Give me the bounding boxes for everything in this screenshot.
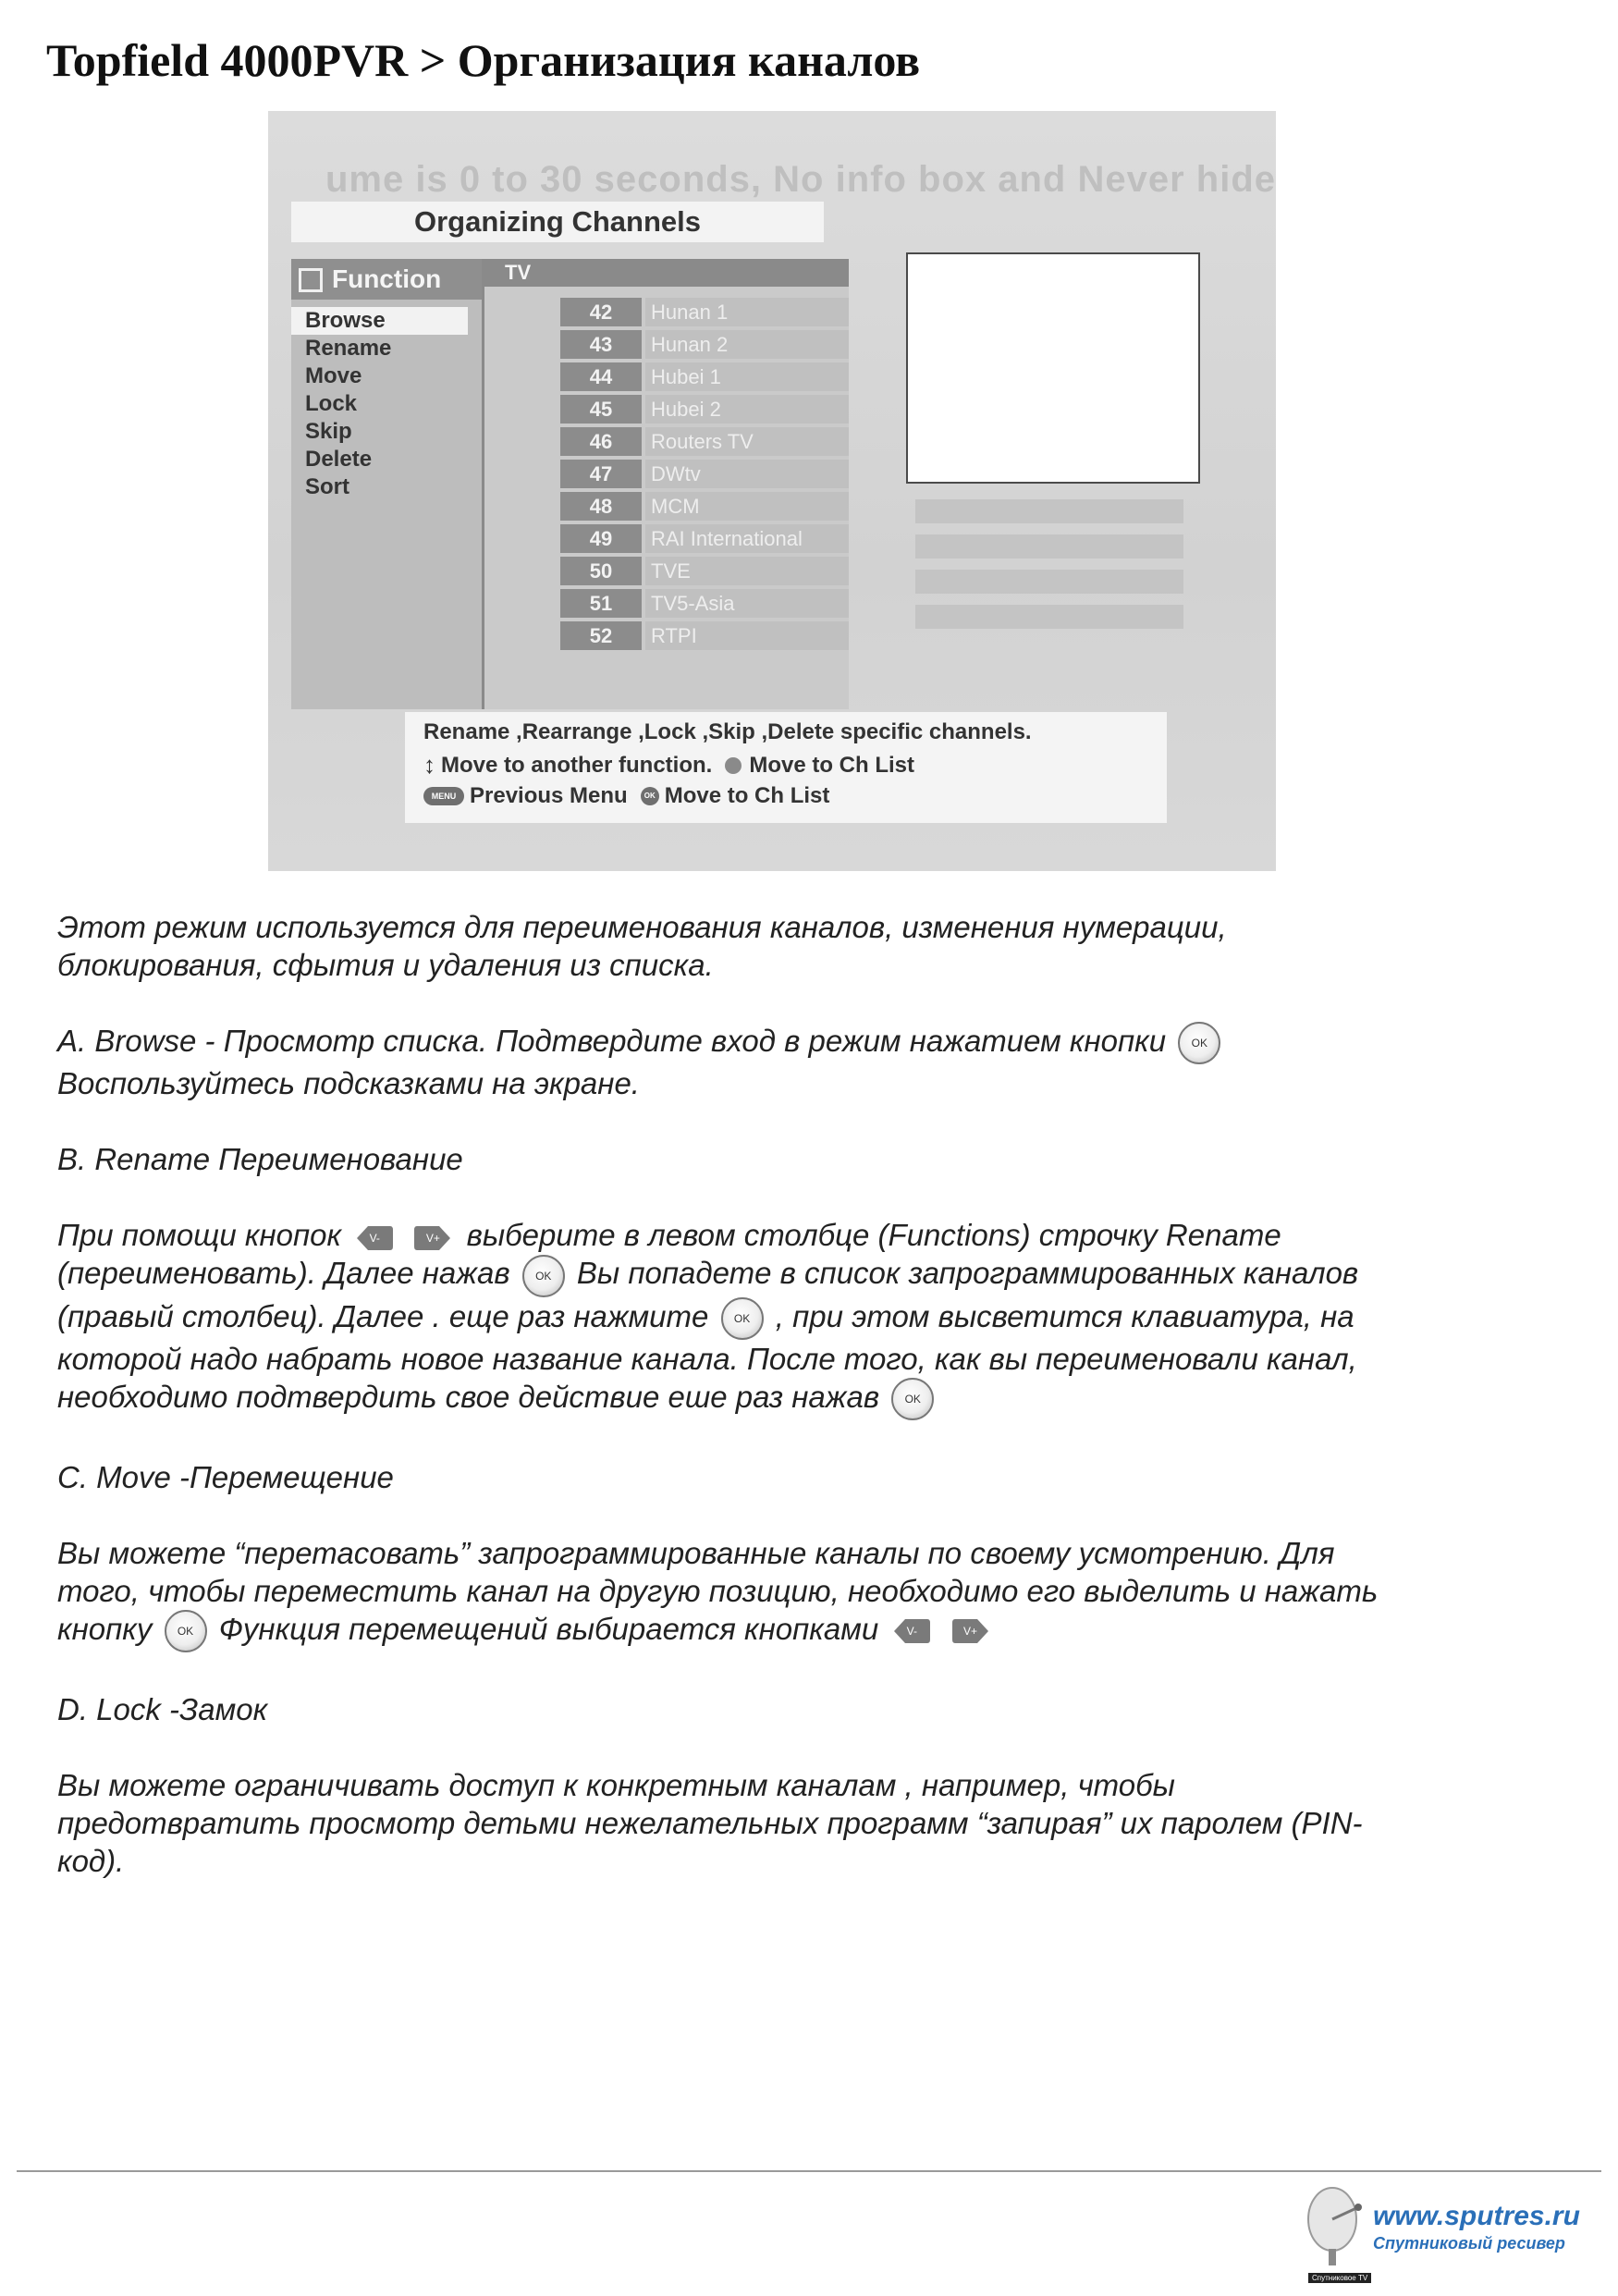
info-bar (915, 534, 1183, 559)
channel-row[interactable] (484, 425, 849, 458)
channel-row[interactable] (484, 522, 849, 555)
volume-down-button-icon (892, 1616, 931, 1646)
channel-name: TVE (645, 557, 849, 585)
section-b-line (57, 1254, 1574, 1296)
help-box (405, 712, 1167, 823)
menu-screenshot (268, 111, 1276, 871)
channel-name: Hubei 1 (645, 362, 849, 391)
channel-number: 47 (560, 460, 642, 488)
help-line-1: Rename ,Rearrange ,Lock ,Skip ,Delete specific channels. (423, 719, 1032, 744)
channel-number: 45 (560, 395, 642, 424)
info-bar (915, 499, 1183, 523)
channel-row[interactable] (484, 296, 849, 328)
channel-row[interactable] (484, 328, 849, 361)
intro-line: Этот режим используется для переименования каналов, изменения нумерации, (57, 910, 1227, 944)
footer-divider (17, 2170, 1601, 2172)
channel-number: 43 (560, 330, 642, 359)
help-move-chlist: Move to Ch List (749, 752, 914, 778)
section-b-text: выберите в левом столбце (Functions) строчку Rename (466, 1218, 1281, 1253)
channel-row[interactable] (484, 393, 849, 425)
section-d-line: предотвратить просмотр детьми нежелательных программ “запирая” их паролем (PIN- (57, 1806, 1363, 1841)
channel-row[interactable] (484, 458, 849, 490)
section-b-line (57, 1378, 1574, 1420)
channel-number: 48 (560, 492, 642, 521)
function-item-delete[interactable]: Delete (305, 447, 373, 472)
volume-up-label: V+ (963, 1625, 978, 1639)
help-line-3 (423, 782, 829, 809)
site-subtitle: Спутниковый ресивер (1373, 2234, 1565, 2253)
channel-name: Hunan 1 (645, 298, 849, 326)
section-a-line: Воспользуйтесь подсказками на экране. (57, 1066, 640, 1101)
help-previous-menu: Previous Menu (470, 782, 628, 808)
section-b-text: необходимо подтвердить свое действие еше раз нажав (57, 1379, 880, 1414)
up-down-arrow-icon: ↕ (423, 751, 435, 779)
channel-number: 49 (560, 524, 642, 553)
background-info-bars (915, 499, 1183, 740)
document-body (57, 908, 1574, 1880)
ok-button-icon: OK (165, 1610, 207, 1652)
channel-number: 46 (560, 427, 642, 456)
channel-name: Hubei 2 (645, 395, 849, 424)
section-c-text: Функция перемещений выбирается кнопками (218, 1612, 879, 1647)
section-b-heading: B. Rename Переименование (57, 1142, 463, 1177)
section-b-text: При помощи кнопок (57, 1218, 342, 1253)
volume-down-label: V- (906, 1625, 918, 1639)
ok-button-icon: OK (641, 787, 659, 805)
channel-header-label: TV (505, 261, 532, 284)
function-item-move[interactable]: Move (305, 363, 362, 388)
help-move-function: Move to another function. (441, 752, 713, 778)
site-logo[interactable] (1299, 2182, 1604, 2289)
function-item-skip[interactable]: Skip (305, 419, 352, 444)
section-d-line: код). (57, 1844, 125, 1879)
section-b-text: (правый столбец). Далее . еще раз нажмите (57, 1298, 709, 1333)
video-preview (906, 252, 1200, 484)
help-line-2 (423, 751, 914, 780)
section-b-text: (переименовать). Далее нажав (57, 1256, 510, 1291)
volume-down-label: V- (369, 1231, 380, 1245)
checkbox-icon (299, 268, 323, 292)
section-a-text: A. Browse - Просмотр списка. Подтвердите вход в режим нажатием кнопки (57, 1024, 1167, 1058)
channel-number: 51 (560, 589, 642, 618)
volume-down-button-icon (355, 1223, 394, 1253)
channel-row[interactable] (484, 620, 849, 652)
site-url: www.sputres.ru (1373, 2201, 1580, 2231)
ghost-text: ume is 0 to 30 seconds, No info box and Never hide (325, 159, 1276, 200)
menu-button-icon: MENU (423, 787, 464, 805)
ok-button-icon: OK (1178, 1022, 1220, 1064)
help-ok-move: Move to Ch List (664, 782, 830, 808)
intro-line: блокирования, сфытия и удаления из списка. (57, 948, 714, 982)
section-b-text: , при этом высветится клавиатура, на (775, 1298, 1354, 1333)
channel-name: DWtv (645, 460, 849, 488)
page-title: Topfield 4000PVR > Организация каналов (46, 34, 921, 86)
channel-number: 52 (560, 621, 642, 650)
channel-name: RAI International (645, 524, 849, 553)
section-c-text: кнопку (57, 1612, 153, 1647)
section-b-line: которой надо набрать новое название канала. После того, как вы переименовали канал, (57, 1341, 1357, 1376)
info-bar (915, 605, 1183, 629)
channel-name: MCM (645, 492, 849, 521)
channel-number: 44 (560, 362, 642, 391)
channel-row[interactable] (484, 490, 849, 522)
section-d-heading: D. Lock -Замок (57, 1692, 268, 1727)
channel-row[interactable] (484, 555, 849, 587)
section-d-line: Вы можете ограничивать доступ к конкретным каналам , например, чтобы (57, 1768, 1175, 1803)
dot-icon (725, 757, 742, 774)
channel-panel (484, 259, 849, 709)
channel-row[interactable] (484, 361, 849, 393)
channel-name: Hunan 2 (645, 330, 849, 359)
section-c-line (57, 1610, 1574, 1652)
function-item-sort[interactable]: Sort (305, 474, 349, 499)
function-item-lock[interactable]: Lock (305, 391, 358, 416)
menu-title: Organizing Channels (291, 202, 824, 242)
channel-list (484, 296, 849, 652)
function-header-label: Function (332, 264, 442, 293)
section-a-line (57, 1022, 1574, 1064)
section-c-line: Вы можете “перетасовать” запрограммированные каналы по своему усмотрению. Для (57, 1536, 1335, 1571)
channel-number: 50 (560, 557, 642, 585)
volume-up-button-icon (413, 1223, 452, 1253)
volume-up-button-icon (951, 1616, 990, 1646)
ok-button-icon: OK (891, 1378, 934, 1420)
channel-row[interactable] (484, 587, 849, 620)
channel-name: RTPI (645, 621, 849, 650)
section-b-line (57, 1297, 1574, 1340)
section-c-heading: C. Move -Перемещение (57, 1460, 394, 1495)
section-b-text: Вы попадете в список запрограммированных каналов (576, 1256, 1359, 1291)
volume-up-label: V+ (425, 1231, 440, 1245)
section-b-line (57, 1216, 1574, 1254)
ok-button-icon: OK (721, 1297, 764, 1340)
channel-name: Routers TV (645, 427, 849, 456)
function-panel (291, 259, 484, 709)
function-list (291, 307, 482, 501)
channel-header (484, 259, 849, 287)
satellite-dish-icon (1303, 2182, 1367, 2275)
section-c-line: того, чтобы переместить канал на другую позицию, необходимо его выделить и нажать (57, 1574, 1379, 1609)
info-bar (915, 570, 1183, 594)
channel-name: TV5-Asia (645, 589, 849, 618)
function-item-rename[interactable]: Rename (305, 336, 392, 361)
function-item-browse[interactable]: Browse (291, 307, 468, 335)
ok-button-icon: OK (522, 1255, 565, 1297)
site-tag: Спутниковое TV (1308, 2273, 1371, 2283)
channel-number: 42 (560, 298, 642, 326)
function-header (291, 259, 482, 300)
